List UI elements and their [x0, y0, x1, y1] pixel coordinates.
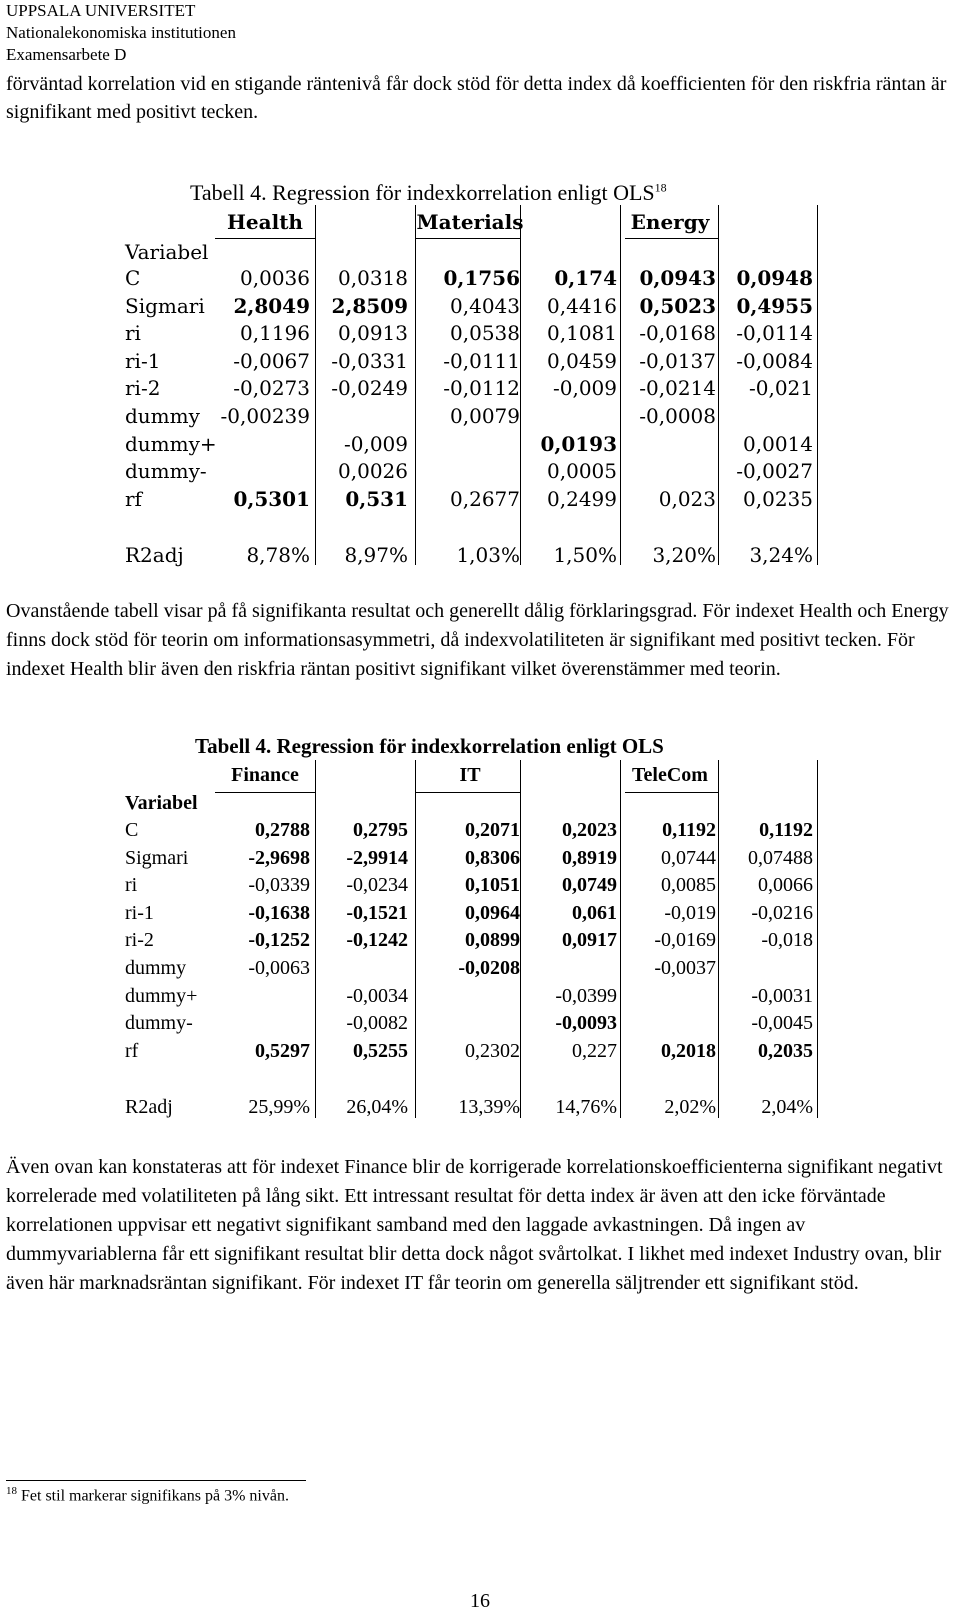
table-cell: -0,0249 [331, 376, 408, 401]
table-cell: 0,1192 [759, 819, 813, 841]
table-cell: -0,0008 [639, 404, 716, 428]
row-label: ri-1 [125, 901, 154, 924]
group-underline [215, 238, 315, 239]
table-cell: 0,227 [572, 1039, 617, 1062]
row-label: C [125, 819, 139, 841]
row-label: dummy [125, 957, 187, 979]
table-cell: -0,0214 [639, 376, 716, 401]
table-cell: 0,0948 [736, 266, 813, 290]
table-cell: -0,009 [552, 376, 617, 401]
table-cell: 0,0913 [338, 321, 408, 346]
table-cell: -0,1242 [346, 929, 408, 952]
row-label: rf [125, 1039, 139, 1062]
table-cell: 0,1081 [547, 321, 617, 346]
paragraph-2: Även ovan kan konstateras att för indexet Finance blir de korrigerade korrelationskoefficienterna signifikant negativt korrelerade med volatiliteten på lång sikt. Ett intressant resultat för detta index är även att den icke förväntade korrelationen uppvisar ett negativt signifikant samband med den laggade avkastningen. Då ingen av dummyvariablerna får ett signifikant resultat blir detta dock något svårtolkat. I likhet med indexet Industry ovan, blir även här marknadsräntan signifikant. För indexet IT får teorin om generella säljtrender ett signifikant stöd. [6, 1156, 943, 1294]
table-cell: 0,2795 [353, 819, 408, 841]
table-cell: -0,0082 [346, 1012, 408, 1035]
institution-name: Nationalekonomiska institutionen [6, 23, 236, 42]
table-cell: 0,1756 [443, 266, 520, 290]
r2-cell: 2,02% [664, 1096, 716, 1118]
r2-cell: 25,99% [248, 1096, 310, 1118]
table-cell: -0,0331 [331, 348, 408, 373]
table-cell: 0,4043 [450, 293, 520, 318]
table-cell: -0,0111 [443, 348, 520, 373]
column-separator [817, 205, 818, 565]
row-label: Sigmari [125, 293, 205, 318]
r2-cell: 3,20% [652, 543, 716, 567]
table-cell: 0,0943 [639, 266, 716, 290]
table-cell: 0,0744 [661, 846, 716, 869]
footnote-text: Fet stil markerar signifikans på 3% nivån. [21, 1487, 289, 1505]
row-label: dummy [125, 404, 200, 428]
table-cell: 0,0079 [450, 404, 520, 428]
r2-label: R2adj [125, 1096, 173, 1118]
table-cell: 0,0014 [743, 431, 813, 456]
table-cell: -0,0169 [654, 929, 716, 952]
group-underline [415, 238, 520, 239]
row-label: dummy- [125, 459, 207, 484]
page-number: 16 [470, 1590, 490, 1612]
table-cell: 0,0026 [338, 459, 408, 484]
table-cell: -0,0114 [736, 321, 813, 346]
table-cell: 0,2302 [465, 1039, 520, 1062]
table-cell: 0,5297 [255, 1039, 310, 1062]
table-cell: 0,0749 [562, 874, 617, 897]
table-cell: -0,0084 [736, 348, 813, 373]
group-header-health: Health [227, 210, 303, 234]
footnote-ref: 18 [654, 180, 667, 195]
row-label: C [125, 266, 141, 290]
table-cell: 0,0899 [465, 929, 520, 952]
table-cell: 0,0066 [758, 874, 813, 897]
table-cell: -0,0093 [555, 1012, 617, 1035]
table-cell: 0,5301 [233, 486, 310, 511]
row-label: Sigmari [125, 846, 189, 869]
group-underline [625, 792, 718, 793]
table-cell: -0,019 [664, 901, 716, 924]
table-cell: 0,0318 [338, 266, 408, 290]
table-cell: 0,0964 [465, 901, 520, 924]
table-cell: -0,0234 [346, 874, 408, 897]
table-cell: -0,0137 [639, 348, 716, 373]
row-label: dummy+ [125, 984, 198, 1007]
variable-header: Variabel [125, 240, 209, 264]
table-title [195, 734, 664, 759]
table-cell: -0,018 [761, 929, 813, 952]
row-label: ri [125, 321, 141, 346]
paragraph-1: Ovanstående tabell visar på få signifikanta resultat och generellt dålig förklaringsgrad. För indexet Health och Energy finns dock stöd för teorin om informationsasymmetri, då indexvolatiliteten är signifikant med positivt tecken. För indexet Health blir även den riskfria räntan positivt signifikant vilket överenstämmer med teorin. [6, 600, 949, 680]
row-label: ri [125, 874, 138, 897]
row-label: rf [125, 486, 142, 511]
table-cell: 0,0036 [240, 266, 310, 290]
table-cell: 0,2023 [562, 819, 617, 841]
row-label: ri-2 [125, 376, 161, 401]
table-cell: -0,0168 [639, 321, 716, 346]
table-cell: -0,0273 [233, 376, 310, 401]
table-cell: -0,0063 [248, 957, 310, 979]
table-cell: -0,0031 [751, 984, 813, 1007]
table-cell: 0,2071 [465, 819, 520, 841]
group-header-telecom: TeleCom [632, 764, 708, 786]
table-cell: 0,1051 [465, 874, 520, 897]
group-underline [215, 792, 315, 793]
table-cell: 0,174 [554, 266, 617, 290]
table-cell: 0,0005 [547, 459, 617, 484]
table-cell: 0,8919 [562, 846, 617, 869]
table-cell: 0,2035 [758, 1039, 813, 1062]
r2-cell: 3,24% [749, 543, 813, 567]
page-header [6, 0, 236, 66]
table-cell: 0,1192 [662, 819, 716, 841]
r2-cell: 13,39% [458, 1096, 520, 1118]
table-cell: -0,0045 [751, 1012, 813, 1035]
group-underline [415, 792, 520, 793]
university-name: UPPSALA UNIVERSITET [6, 1, 196, 20]
table-cell: -0,00239 [220, 404, 310, 428]
table-cell: -0,0112 [443, 376, 520, 401]
row-label: dummy- [125, 1012, 193, 1035]
table-cell: -0,0067 [233, 348, 310, 373]
table-cell: 0,0459 [547, 348, 617, 373]
table-cell: 0,023 [658, 486, 716, 511]
table-title-text: Tabell 4. Regression för indexkorrelation enligt OLS [195, 734, 664, 758]
table-cell: 0,2018 [661, 1039, 716, 1062]
table-cell: -0,0034 [346, 984, 408, 1007]
table-cell: -0,021 [748, 376, 813, 401]
table-cell: -0,0216 [751, 901, 813, 924]
r2-cell: 1,03% [456, 543, 520, 567]
variable-header: Variabel [125, 792, 198, 814]
intro-text: förväntad korrelation vid en stigande räntenivå får dock stöd för detta index då koefficienten för den riskfria räntan är signifikant med positivt tecken. [6, 73, 947, 123]
table-cell: 0,4416 [547, 293, 617, 318]
r2-cell: 1,50% [553, 543, 617, 567]
r2-cell: 26,04% [346, 1096, 408, 1118]
table-title [190, 180, 667, 206]
row-label: ri-1 [125, 348, 161, 373]
table-cell: 0,1196 [240, 321, 310, 346]
group-header-finance: Finance [231, 764, 299, 786]
table-cell: 0,07488 [748, 846, 813, 869]
table-cell: 0,8306 [465, 846, 520, 869]
footnote-number: 18 [6, 1485, 17, 1497]
table-cell: 0,531 [345, 486, 408, 511]
table-cell: -0,1638 [248, 901, 310, 924]
table-cell: 0,2677 [450, 486, 520, 511]
footnote [6, 1485, 289, 1505]
r2-label: R2adj [125, 543, 184, 567]
table-cell: -0,0399 [555, 984, 617, 1007]
group-underline [625, 238, 718, 239]
table-cell: -2,9914 [346, 846, 408, 869]
table-cell: 0,2499 [547, 486, 617, 511]
r2-cell: 8,78% [246, 543, 310, 567]
table-cell: -0,1252 [248, 929, 310, 952]
course-name: Examensarbete D [6, 45, 127, 64]
table-cell: 0,4955 [736, 293, 813, 318]
table-cell: 0,0193 [540, 431, 617, 456]
row-label: ri-2 [125, 929, 154, 952]
table-cell: 0,2788 [255, 819, 310, 841]
group-header-energy: Energy [630, 210, 710, 234]
table-cell: -0,0339 [248, 874, 310, 897]
column-separator [817, 760, 818, 1118]
table-cell: 2,8509 [331, 293, 408, 318]
r2-cell: 8,97% [344, 543, 408, 567]
table-cell: 0,0235 [743, 486, 813, 511]
table-cell: -0,0037 [654, 957, 716, 979]
table-cell: -0,009 [343, 431, 408, 456]
table-cell: 0,5255 [353, 1039, 408, 1062]
table-cell: 2,8049 [233, 293, 310, 318]
r2-cell: 2,04% [761, 1096, 813, 1118]
table-cell: -0,0208 [458, 957, 520, 979]
table-cell: -0,1521 [346, 901, 408, 924]
table-cell: 0,5023 [639, 293, 716, 318]
table-cell: 0,0085 [661, 874, 716, 897]
table-cell: 0,061 [572, 901, 617, 924]
footnote-divider [6, 1480, 306, 1481]
table-cell: 0,0917 [562, 929, 617, 952]
table-cell: -0,0027 [736, 459, 813, 484]
group-header-it: IT [459, 764, 481, 786]
row-label: dummy+ [125, 431, 217, 456]
group-header-materials: Materials [416, 210, 524, 234]
table-cell: -2,9698 [248, 846, 310, 869]
r2-cell: 14,76% [555, 1096, 617, 1118]
table-cell: 0,0538 [450, 321, 520, 346]
table-title-text: Tabell 4. Regression för indexkorrelation enligt OLS [190, 180, 655, 205]
